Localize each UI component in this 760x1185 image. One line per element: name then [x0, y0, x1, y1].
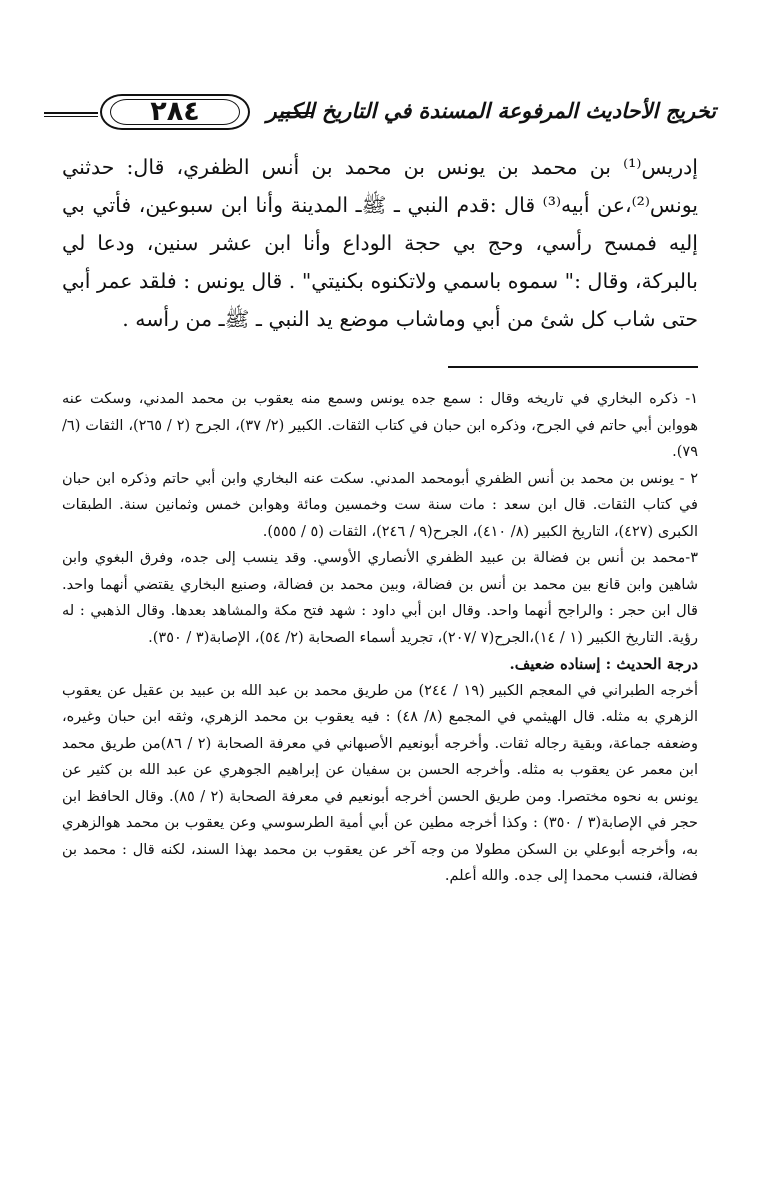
header-rule-right — [282, 112, 312, 117]
footnotes-section — [62, 386, 698, 890]
footnote-1: ١- ذكره البخاري في تاريخه وقال : سمع جده يونس وسمع منه يعقوب بن محمد المدني، وسكت عنه هووابن أبي حاتم في الجرح، وذكره ابن حبان في كتاب الثقات. الكبير (٢/ ٣٧)، الجرح (٢ / ٢٦٥)، الثقات (٦/ ٧٩). — [62, 391, 698, 460]
footnote-2: ٢ - يونس بن محمد بن أنس الظفري أبومحمد المدني. سكت عنه البخاري وابن أبي حاتم وذكره ابن حبان في كتاب الثقات. قال ابن سعد : مات سنة ست وخمسين ومائة وهوابن خمس وثمانين سنة. الطبقات الكبرى (٤٢٧)، التاريخ الكبير (٨/ ٤١٠)، الجرح(٩ / ٢٤٦)، الثقات (٥ / ٥٥٥). — [62, 470, 698, 540]
footnote-3: ٣-محمد بن أنس بن فضالة بن عبيد الظفري الأنصاري الأوسي. وقد ينسب إلى جده، وفرق البغوي وابن شاهين وابن قانع بين محمد بن أنس بن فضالة، وبين محمد بن فضالة، وصنيع البخاري يقتضي أنهما واحد. قال ابن حجر : والراجح أنهما واحد. وقال ابن أبي داود : شهد فتح مكة والمشاهد بعدها. وقال الذهبي : له رؤية. التاريخ الكبير (١ / ١٤)،الجرح(٧ /٢٠٧)، تجريد أسماء الصحابة (٢/ ٥٤)، الإصابة(٣ / ٣٥٠). — [62, 550, 698, 646]
page-number-badge: ٢٨٤ — [100, 94, 250, 130]
hadith-grade-heading: درجة الحديث : إسناده ضعيف. — [509, 655, 698, 673]
main-paragraph: إدريس⁽¹⁾ بن محمد بن يونس بن محمد بن أنس الظفري، قال: حدثني يونس⁽²⁾،عن أبيه⁽³⁾ قال :قدم النبي ـ ﷺـ المدينة وأنا ابن سبوعين، فأتي بي إليه فمسح رأسي، وحج بي حجة الوداع وأنا ابن عشر سنين، ودعا لي بالبركة، وقال :" سموه باسمي ولاتكنوه بكنيتي" . قال يونس : فلقد عمر أبي حتى شاب كل شئ من أبي وماشاب موضع يد النبي ـ ﷺـ من رأسه . — [62, 155, 698, 331]
hadith-grade-text: أخرجه الطبراني في المعجم الكبير (١٩ / ٢٤٤) من طريق محمد بن عبد الله بن عبيد بن عقيل عن يعقوب الزهري به مثله. قال الهيثمي في المجمع (٨/ ٤٨) : فيه يعقوب بن محمد الزهري، وثقه ابن حبان وغيره، وضعفه جماعة، وبقية رجاله ثقات. وأخرجه أبونعيم الأصبهاني في معرفة الصحابة (٢ / ٨٦)من طريق محمد ابن معمر عن يعقوب به مثله. وأخرجه الحسن بن سفيان عن إبراهيم الجوهري عن عبد الله بن كثير عن يونس به نحوه مختصرا. ومن طريق الحسن أخرجه أبونعيم في معرفة الصحابة (٢ / ٨٥). وقال الحافظ ابن حجر في الإصابة(٣ / ٣٥٠) : وكذا أخرجه مطين عن أبي أمية الطرسوسي وعن يعقوب بن محمد هوالزهري به، وأخرجه أبوعلي بن السكن مطولا من وجه آخر عن يعقوب بن محمد بهذا السند، لكنه قال : محمد بن فضالة، فنسب محمدا إلى جده. والله أعلم. — [62, 682, 699, 884]
page-header — [44, 94, 716, 138]
running-title: تخريج الأحاديث المرفوعة المسندة في التاريخ الكبير — [266, 98, 716, 123]
footnote-divider — [448, 366, 698, 368]
header-rule-left — [44, 112, 98, 117]
main-text — [62, 148, 698, 338]
